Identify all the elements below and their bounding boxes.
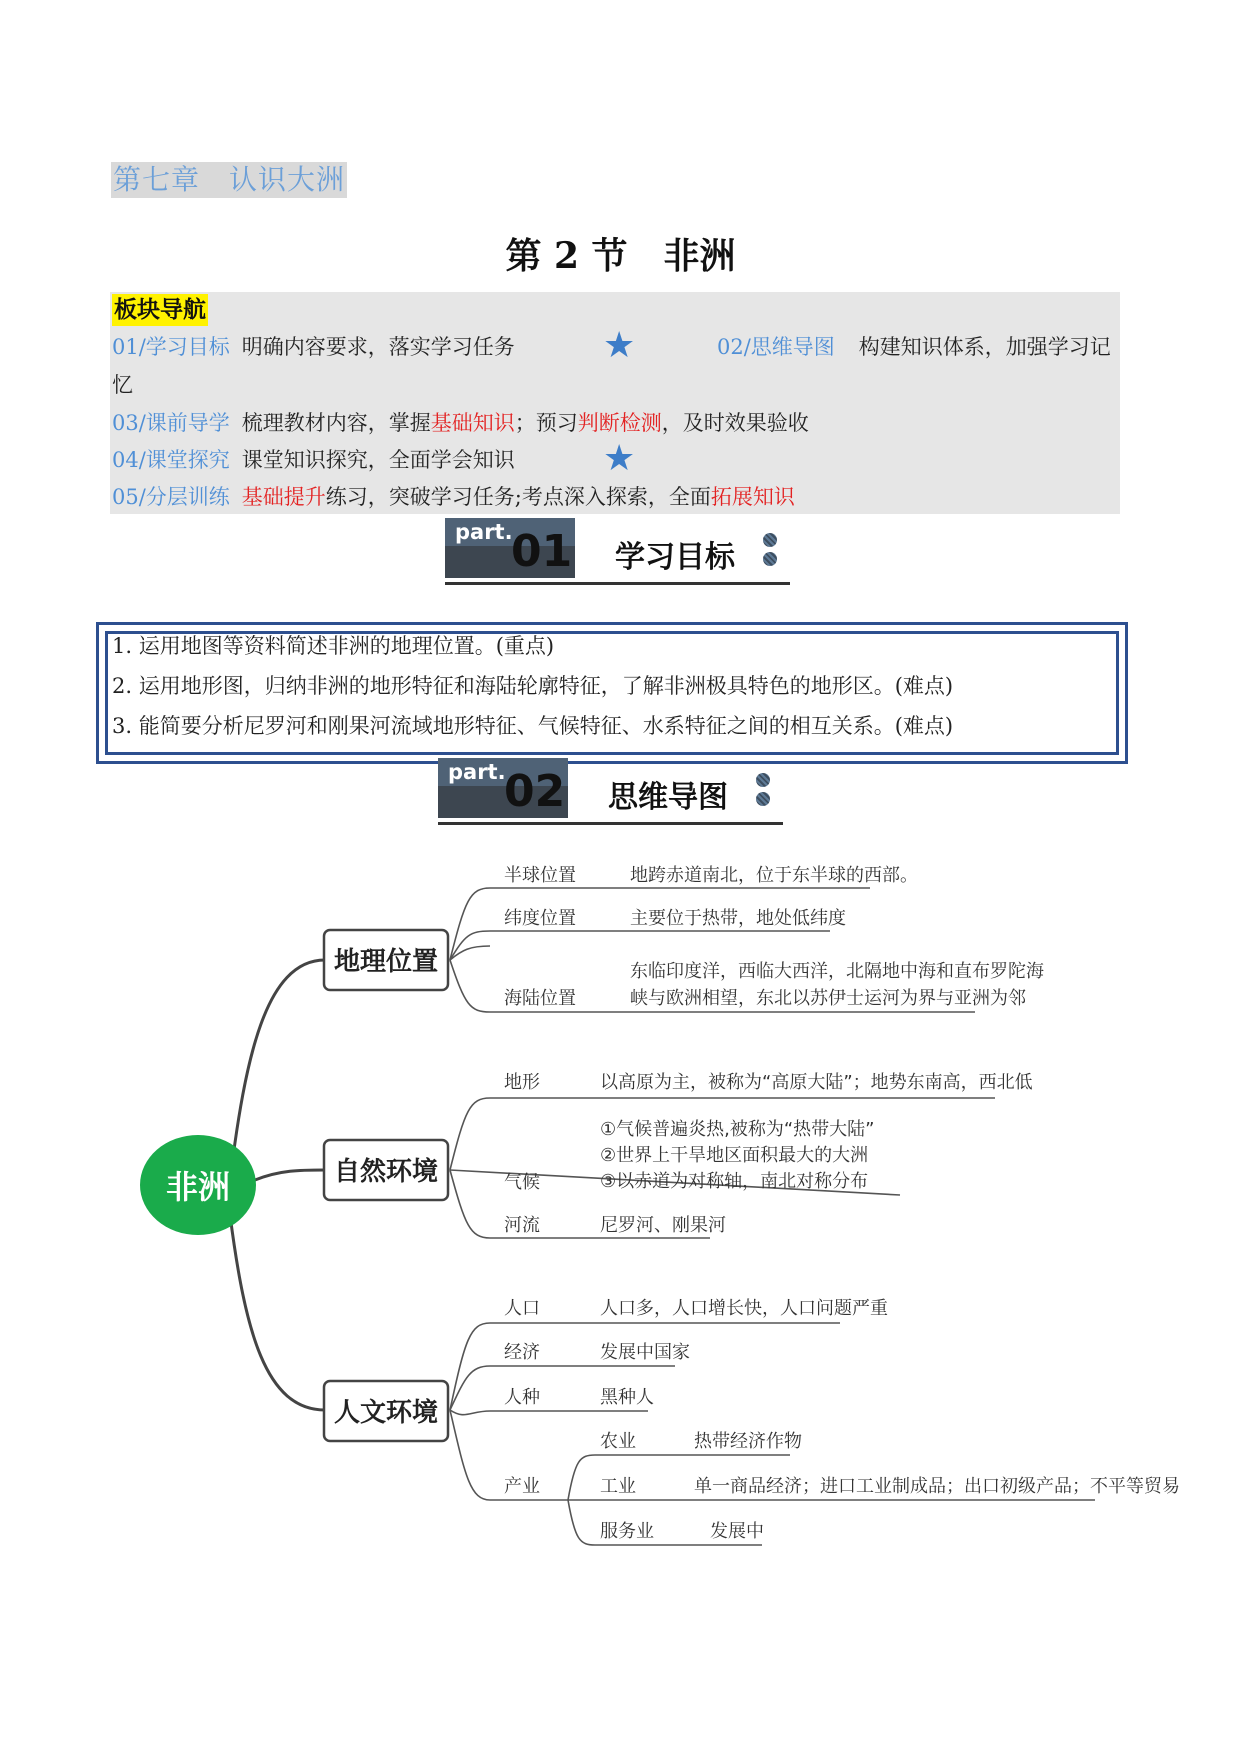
industry-service-text: 发展中 (710, 1521, 764, 1542)
industry-manufacturing-text: 单一商品经济；进口工业制成品；出口初级产品；不平等贸易 (694, 1476, 1180, 1497)
part-number: 02 (504, 766, 566, 817)
human-economy: 经济 (504, 1342, 540, 1363)
part-number: 01 (511, 526, 573, 577)
nav-text-03b: ；预习 (514, 411, 578, 435)
nature-climate-2: ②世界上干旱地区面积最大的大洲 (600, 1145, 869, 1166)
section-title: 第 2 节 非洲 (505, 235, 736, 277)
industry-agriculture-text: 热带经济作物 (694, 1431, 802, 1452)
industry-service: 服务业 (600, 1521, 654, 1542)
geo-sea-text-1: 东临印度洋，西临大西洋，北隔地中海和直布罗陀海 (630, 961, 1044, 982)
nature-climate-1: ①气候普遍炎热,被称为“热带大陆” (600, 1119, 875, 1140)
geo-sea: 海陆位置 (504, 988, 576, 1009)
root-link-geo (230, 960, 325, 1180)
branch-human-label: 人文环境 (333, 1398, 439, 1428)
branch-nature-label: 自然环境 (333, 1157, 439, 1187)
nature-climate-3: ③以赤道为对称轴，南北对称分布 (600, 1171, 869, 1192)
geo-hemisphere: 半球位置 (504, 865, 576, 886)
nav-label-05[interactable]: 05/分层训练 (112, 485, 230, 509)
nature-river-text: 尼罗河、刚果河 (600, 1215, 726, 1236)
star-icon: ★ (603, 438, 636, 479)
human-race: 人种 (504, 1387, 540, 1408)
geo-sea-text-2: 峡与欧洲相望，东北以苏伊士运河为界与亚洲为邻 (630, 988, 1026, 1009)
goal-item-3: 3. 能简要分析尼罗河和刚果河流域地形特征、气候特征、水系特征之间的相互关系。(难点) (112, 714, 954, 738)
human-population: 人口 (504, 1298, 540, 1319)
part-title: 思维导图 (608, 780, 728, 815)
nav-text-05-red2: 拓展知识 (710, 485, 795, 509)
chapter-title: 第七章 认识大洲 (113, 163, 346, 196)
nav-heading: 板块导航 (112, 294, 208, 326)
geo-latitude-text: 主要位于热带，地处低纬度 (630, 908, 846, 929)
part-word: part. (455, 520, 513, 544)
nature-river: 河流 (504, 1215, 540, 1236)
nav-text-03c: ，及时效果验收 (661, 411, 809, 435)
human-economy-text: 发展中国家 (600, 1342, 690, 1363)
nature-terrain-text: 以高原为主，被称为“高原大陆”；地势东南高，西北低 (600, 1072, 1033, 1093)
nav-label-04[interactable]: 04/课堂探究 (112, 448, 230, 472)
geo-hemisphere-text: 地跨赤道南北，位于东半球的西部。 (630, 865, 918, 886)
star-icon: ★ (603, 325, 636, 366)
goal-item-2: 2. 运用地形图，归纳非洲的地形特征和海陆轮廓特征，了解非洲极具特色的地形区。(难点) (112, 674, 954, 698)
nature-terrain: 地形 (504, 1072, 540, 1093)
nav-label-01[interactable]: 01/学习目标 (112, 335, 230, 359)
nav-text-01: 明确内容要求，落实学习任务 (241, 335, 515, 359)
nav-text-04: 课堂知识探究，全面学会知识 (241, 448, 515, 472)
industry-agriculture: 农业 (600, 1431, 636, 1452)
nav-text-03-red2: 判断检测 (577, 411, 662, 435)
branch-geo-label: 地理位置 (333, 947, 439, 977)
root-label: 非洲 (165, 1168, 231, 1206)
nav-label-03[interactable]: 03/课前导学 (112, 411, 230, 435)
part-word: part. (448, 760, 506, 784)
part-title: 学习目标 (615, 540, 735, 575)
human-industry: 产业 (504, 1476, 540, 1497)
nav-label-02[interactable]: 02/思维导图 (717, 335, 835, 359)
root-link-nature (255, 1170, 325, 1180)
nav-text-03a: 梳理教材内容，掌握 (241, 411, 431, 435)
nav-text-02: 构建知识体系，加强学习记 (858, 335, 1111, 359)
human-race-text: 黑种人 (600, 1387, 654, 1408)
geo-latitude: 纬度位置 (504, 908, 576, 929)
nav-text-05a: 练习，突破学习任务;考点深入探索，全面 (325, 485, 711, 509)
nav-text-03-red1: 基础知识 (430, 411, 515, 435)
nature-climate: 气候 (504, 1172, 540, 1193)
industry-manufacturing: 工业 (600, 1476, 636, 1497)
nav-text-05-red1: 基础提升 (241, 485, 326, 509)
nav-row-1c: 忆 (112, 373, 133, 397)
human-population-text: 人口多，人口增长快，人口问题严重 (600, 1298, 888, 1319)
root-link-human (230, 1215, 325, 1410)
goal-item-1: 1. 运用地图等资料简述非洲的地理位置。(重点) (112, 634, 555, 658)
